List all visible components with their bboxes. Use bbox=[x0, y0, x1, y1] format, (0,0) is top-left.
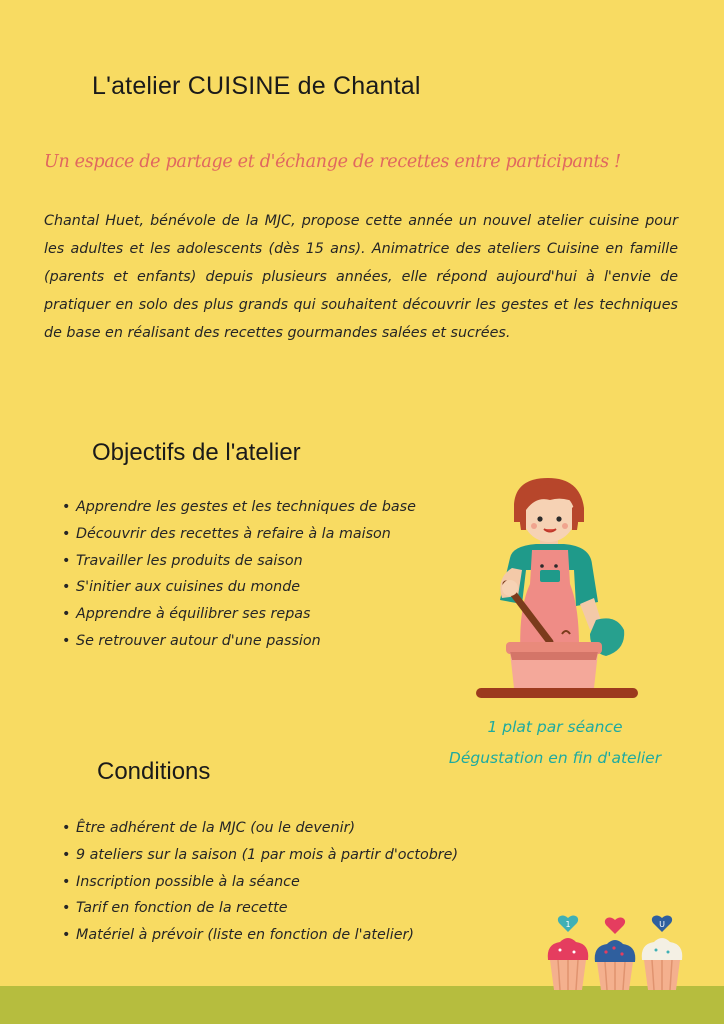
list-item: • Être adhérent de la MJC (ou le devenir) bbox=[62, 815, 458, 842]
cooking-woman-illustration bbox=[466, 474, 644, 704]
conditions-heading: Conditions bbox=[97, 758, 211, 785]
note-degustation: Dégustation en fin d'atelier bbox=[448, 749, 662, 767]
list-item: • Apprendre les gestes et les techniques de base bbox=[62, 494, 416, 521]
list-item: • Découvrir des recettes à refaire à la maison bbox=[62, 521, 416, 548]
list-item: • Apprendre à équilibrer ses repas bbox=[62, 601, 416, 628]
objectives-list bbox=[62, 494, 416, 655]
svg-text:1: 1 bbox=[565, 920, 571, 929]
list-item: • S'initier aux cuisines du monde bbox=[62, 574, 416, 601]
objectives-heading: Objectifs de l'atelier bbox=[92, 439, 301, 466]
subtitle: Un espace de partage et d'échange de recettes entre participants ! bbox=[44, 152, 621, 172]
page-title: L'atelier CUISINE de Chantal bbox=[92, 72, 421, 100]
list-item: • Tarif en fonction de la recette bbox=[62, 895, 458, 922]
intro-paragraph: Chantal Huet, bénévole de la MJC, propose cette année un nouvel atelier cuisine pour les adultes et les adolescents (dès 15 ans). Animatrice des ateliers Cuisine en famille (parents et enfants) depuis plusieurs années, elle répond aujourd'hui à l'envie de pratiquer en solo des plus grands qui souhaitent découvrir les gestes et les techniques de base en réalisant des recettes gourmandes salées et sucrées. bbox=[44, 213, 678, 341]
list-item: • Travailler les produits de saison bbox=[62, 548, 416, 575]
cupcake-2-icon bbox=[595, 918, 636, 990]
list-item: • Se retrouver autour d'une passion bbox=[62, 628, 416, 655]
cupcakes-illustration bbox=[540, 914, 690, 994]
list-item: • Matériel à prévoir (liste en fonction de l'atelier) bbox=[62, 922, 458, 949]
cupcake-1-icon bbox=[548, 916, 589, 990]
conditions-list bbox=[62, 815, 458, 949]
list-item: • Inscription possible à la séance bbox=[62, 869, 458, 896]
list-item: • 9 ateliers sur la saison (1 par mois à partir d'octobre) bbox=[62, 842, 458, 869]
svg-text:U: U bbox=[659, 920, 665, 929]
note-plat: 1 plat par séance bbox=[487, 718, 623, 736]
cupcake-3-icon bbox=[642, 916, 683, 990]
